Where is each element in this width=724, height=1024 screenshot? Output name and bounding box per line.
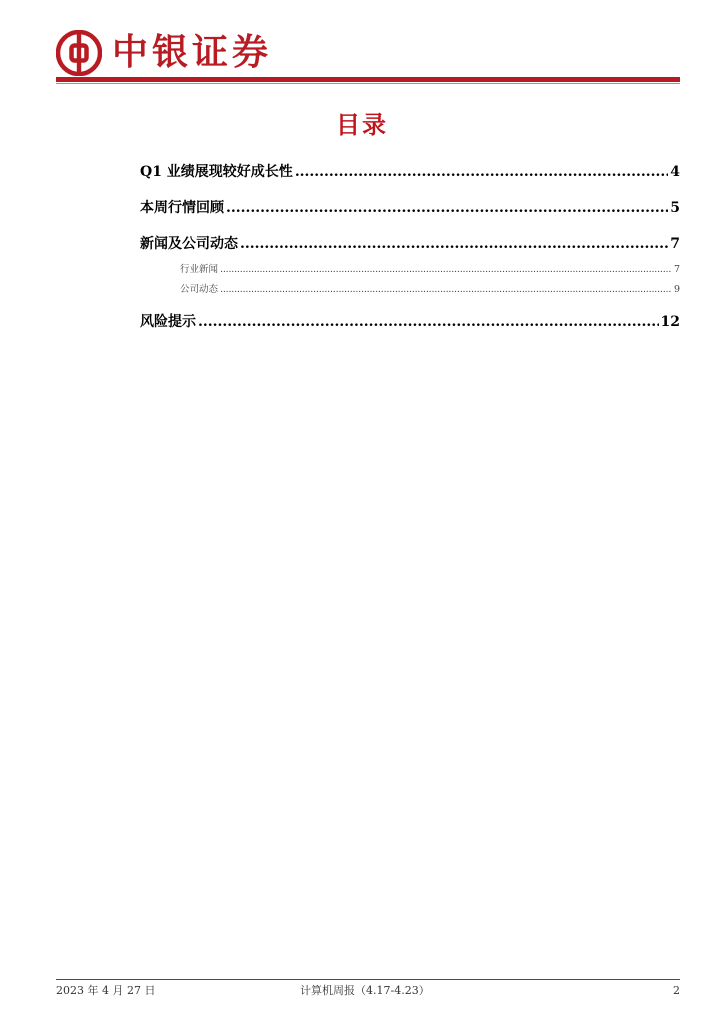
toc-subentry-label: 行业新闻: [180, 264, 219, 275]
brand-name: 中银证券: [112, 31, 273, 73]
toc-subentry[interactable]: [180, 280, 680, 300]
toc-subentry-label: 公司动态: [180, 284, 219, 295]
toc-leader-dots: [240, 230, 668, 258]
report-title: 计算机周报（4.17-4.23）: [300, 984, 430, 997]
toc-entry[interactable]: [140, 194, 680, 230]
toc-entry-page: 5: [670, 200, 680, 216]
page-number: 2: [673, 984, 680, 997]
toc-entry-page: 12: [660, 314, 680, 330]
report-date: 2023 年 4 月 27 日: [56, 984, 156, 997]
toc-entry-label: 风险提示: [140, 314, 196, 330]
toc-spacer: [140, 300, 680, 308]
toc-title: 目录: [336, 110, 388, 139]
toc-subentry[interactable]: [180, 260, 680, 280]
toc-leader-dots: [295, 158, 668, 186]
toc-entry-label: Q1 业绩展现较好成长性: [140, 164, 293, 180]
toc-leader-dots: [198, 308, 659, 336]
toc-entry-label: 新闻及公司动态: [140, 236, 238, 252]
toc-entry[interactable]: [140, 230, 680, 260]
toc-entry-label: 本周行情回顾: [140, 200, 224, 216]
table-of-contents: [140, 158, 680, 344]
toc-leader-dots: [226, 194, 668, 222]
footer-divider: [56, 979, 680, 980]
toc-subentry-page: 7: [673, 264, 680, 275]
header-divider: [56, 77, 680, 82]
toc-subentry-page: 9: [673, 284, 680, 295]
toc-entry[interactable]: [140, 158, 680, 194]
bank-of-china-logo-icon: [56, 30, 102, 76]
toc-entry[interactable]: [140, 308, 680, 344]
toc-entry-page: 4: [670, 164, 680, 180]
toc-leader-dots: [220, 260, 672, 280]
header-divider-thin: [56, 83, 680, 84]
page-header: [0, 0, 724, 86]
toc-leader-dots: [220, 280, 672, 300]
toc-entry-page: 7: [670, 236, 680, 252]
